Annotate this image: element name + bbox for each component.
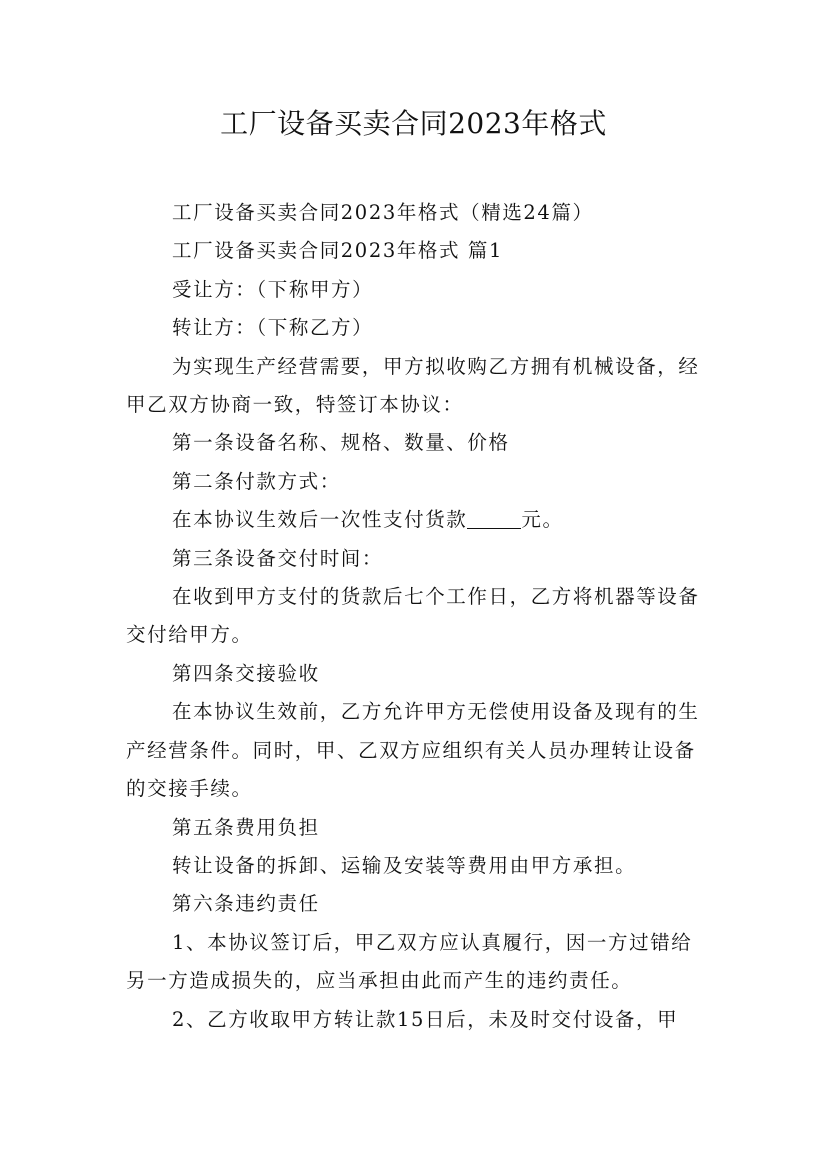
document-body [126, 194, 706, 1039]
paragraph-subtitle: 工厂设备买卖合同2023年格式（精选24篇） [172, 201, 594, 224]
payment-text: 在本协议生效后一次性支付货款 [172, 508, 468, 532]
paragraph-transferor: 转让方：（下称乙方） [172, 316, 374, 340]
paragraph-preamble: 为实现生产经营需要，甲方拟收购乙方拥有机械设备，经甲乙双方协商一致，特签订本协议： [126, 354, 700, 417]
paragraph-article-1: 第一条设备名称、规格、数量、价格 [172, 431, 510, 455]
paragraph-article-5: 第五条费用负担 [172, 815, 320, 839]
paragraph-article-2: 第二条付款方式： [172, 469, 341, 493]
paragraph-payment [126, 501, 706, 539]
paragraph-article-4: 第四条交接验收 [172, 661, 320, 685]
paragraph-handover: 在本协议生效前，乙方允许甲方无偿使用设备及现有的生产经营条件。同时，甲、乙双方应组织有关人员办理转让设备的交接手续。 [126, 700, 700, 801]
payment-suffix: 元。 [521, 508, 564, 532]
paragraph-transferee: 受让方：（下称甲方） [172, 277, 374, 301]
paragraph-liability-1: 1、本协议签订后，甲乙双方应认真履行，因一方过错给另一方造成损失的，应当承担由此而产生的违约责任。 [126, 930, 693, 993]
paragraph-section-heading: 工厂设备买卖合同2023年格式 篇1 [172, 239, 504, 263]
paragraph-article-3: 第三条设备交付时间： [172, 546, 384, 570]
paragraph-costs: 转让设备的拆卸、运输及安装等费用由甲方承担。 [172, 853, 637, 877]
payment-amount-blank [467, 508, 521, 529]
paragraph-delivery: 在收到甲方支付的货款后七个工作日，乙方将机器等设备交付给甲方。 [126, 585, 700, 647]
paragraph-article-6: 第六条违约责任 [172, 892, 320, 916]
paragraph-liability-2: 2、乙方收取甲方转让款15日后，未及时交付设备，甲 [172, 1007, 679, 1031]
document-title: 工厂设备买卖合同2023年格式 [220, 107, 607, 140]
